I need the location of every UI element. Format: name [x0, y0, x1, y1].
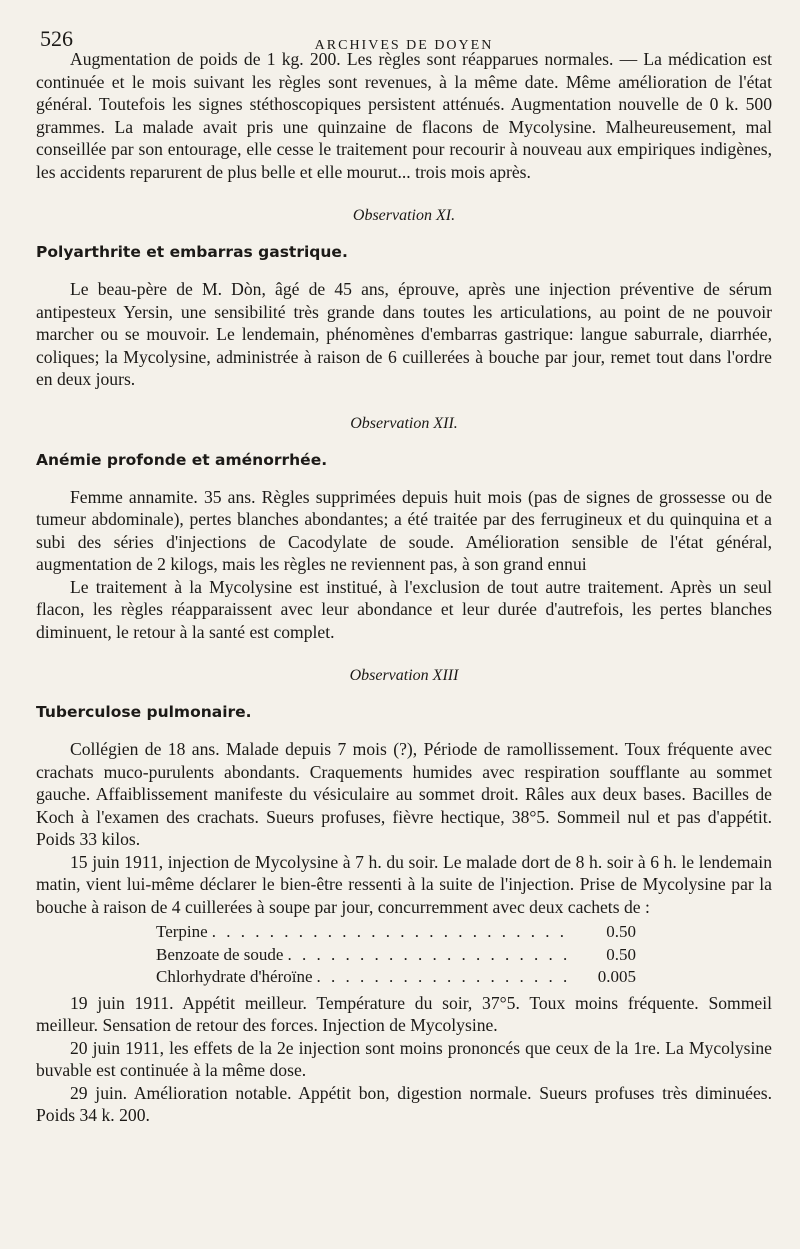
dot-leader — [283, 944, 572, 967]
page-number: 526 — [40, 26, 73, 51]
intro-paragraph: Augmentation de poids de 1 kg. 200. Les règles sont réapparues normales. — La médication est continuée et le mois suivant les règles sont revenues, à la même date. Même amélioration de l'état général. Toutefois les signes stéthoscopiques persistent atténués. Augmentation nouvelle de 0 k. 500 grammes. La malade avait pris une quinzaine de flacons de Mycolysine. Malheureusement, mal conseillée par son entourage, elle cesse le traitement pour recourir à nouveau aux empiriques indigènes, les accidents reparurent de plus belle et elle mourut... trois mois après. — [36, 49, 772, 182]
paragraph: 15 juin 1911, injection de Mycolysine à 7 h. du soir. Le malade dort de 8 h. soir à 6 h. le lendemain matin, vient lui-même déclarer le bien-être ressenti à la suite de l'injection. Prise de Mycolysine par la bouche à raison de 4 cuillerées à soupe par jour, concurremment avec deux cachets de : — [36, 851, 772, 917]
drug-name: Chlorhydrate d'héroïne — [156, 967, 313, 986]
drug-dose: 0.50 — [606, 922, 636, 941]
running-head: ARCHIVES DE DOYEN — [314, 38, 494, 53]
drug-dose: 0.50 — [606, 944, 636, 964]
observation-title-xi: Observation XI. — [352, 207, 456, 224]
dot-leader — [208, 921, 572, 944]
observation-title-xiii: Observation XIII — [349, 667, 459, 684]
drug-name: Benzoate de soude — [156, 944, 284, 964]
paragraph: Femme annamite. 35 ans. Règles supprimées depuis huit mois (pas de signes de grossesse ou de tumeur abdominale), pertes blanches abondantes; a été traitée par des ferrugineux et du quinquina et a subi des séries d'injections de Cacodylate de soude. Amélioration sensible de l'état général, augmentation de 2 kilogs, mais les règles ne reviennent pas, à son grand ennui — [36, 486, 772, 574]
prescription-row — [156, 966, 636, 989]
drug-dose: 0.005 — [597, 967, 636, 986]
paragraph: 20 juin 1911, les effets de la 2e injection sont moins prononcés que ceux de la 1re. La Mycolysine buvable est continuée à la même dose. — [36, 1037, 772, 1080]
dot-leader — [313, 966, 573, 989]
drug-name: Terpine — [156, 922, 208, 941]
section-heading-polyarthrite: Polyarthrite et embarras gastrique. — [36, 243, 348, 261]
prescription-row — [156, 944, 636, 967]
observation-title-xii: Observation XII. — [350, 414, 458, 432]
paragraph: Le traitement à la Mycolysine est institué, à l'exclusion de tout autre traitement. Après un seul flacon, les règles réapparaissent avec leur abondance et leur durée d'autrefois, les pertes blanches diminuent, le retour à la santé est complet. — [36, 576, 772, 642]
paragraph: 29 juin. Amélioration notable. Appétit bon, digestion normale. Sueurs profuses très diminuées. Poids 34 k. 200. — [36, 1082, 772, 1125]
section-heading-tuberculose: Tuberculose pulmonaire. — [36, 703, 252, 721]
paragraph: Le beau-père de M. Dòn, âgé de 45 ans, éprouve, après une injection préventive de sérum antipesteux Yersin, une sensibilité très grande dans toutes les articulations, au point de ne pouvoir marcher ou se mouvoir. Le lendemain, phénomènes d'embarras gastrique: langue saburrale, diarrhée, coliques; la Mycolysine, administrée à raison de 6 cuillerées à bouche par jour, remet tout dans l'ordre en deux jours. — [36, 279, 772, 389]
paragraph: 19 juin 1911. Appétit meilleur. Température du soir, 37°5. Toux moins fréquente. Sommeil meilleur. Sensation de retour des forces. Injection de Mycolysine. — [36, 992, 772, 1035]
paragraph: Collégien de 18 ans. Malade depuis 7 mois (?), Période de ramollissement. Toux fréquente avec crachats muco-purulents abondants. Craquements humides avec respiration soufflante au sommet gauche. Affaiblissement manifeste du vésiculaire au sommet droit. Râles aux deux bases. Bacilles de Koch à l'examen des crachats. Sueurs profuses, fièvre hectique, 38°5. Sommeil nul et pas d'appétit. Poids 33 kilos. — [36, 739, 772, 849]
prescription-list — [156, 921, 636, 989]
prescription-row — [156, 921, 636, 944]
section-heading-anemie: Anémie profonde et aménorrhée. — [36, 450, 328, 469]
page-header — [36, 0, 772, 53]
